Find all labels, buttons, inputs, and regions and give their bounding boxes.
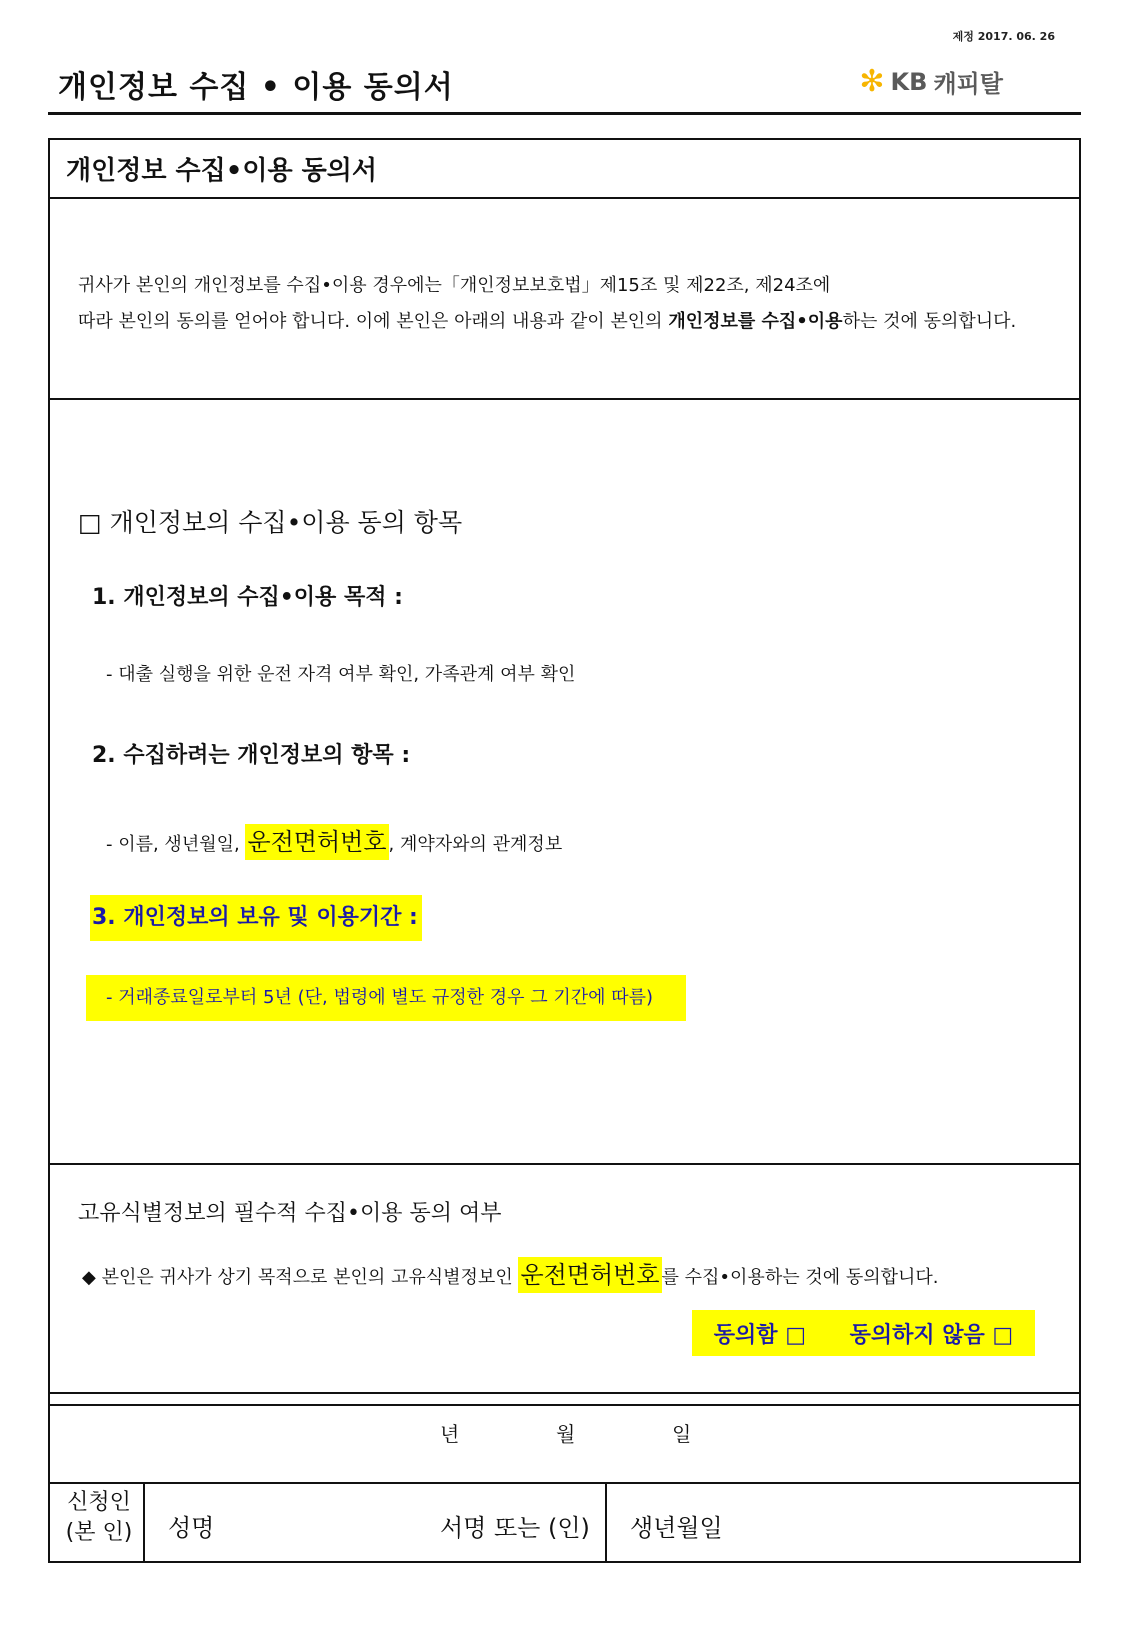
- date-year[interactable]: 년: [440, 1422, 460, 1446]
- intro-line-2: [78, 304, 1068, 340]
- intro-line-2-pre: 따라 본인의 동의를 얻어야 합니다. 이에 본인은 아래의 내용과 같이 본인의: [78, 311, 669, 332]
- consent-options: [692, 1310, 1035, 1356]
- fields-post: , 계약자와의 관계정보: [388, 834, 563, 855]
- unique-id-statement: [82, 1255, 938, 1290]
- name-field[interactable]: 성명: [168, 1514, 215, 1542]
- fields-description: [106, 822, 562, 857]
- divider-after-intro: [48, 398, 1081, 400]
- fields-pre: - 이름, 생년월일,: [106, 834, 246, 855]
- fields-highlight: 운전면허번호: [245, 824, 388, 860]
- document-title: 개인정보 수집 • 이용 동의서: [58, 70, 454, 105]
- header-divider: [48, 112, 1081, 115]
- signature-field[interactable]: 서명 또는 (인): [440, 1514, 590, 1542]
- revision-date: 제정 2017. 06. 26: [952, 30, 1055, 43]
- applicant-label-line-1: 신청인: [67, 1490, 131, 1515]
- date-row: [440, 1418, 788, 1447]
- unique-id-pre: ◆ 본인은 귀사가 상기 목적으로 본인의 고유식별정보인: [82, 1267, 519, 1288]
- divider-after-section-title: [48, 197, 1081, 199]
- intro-line-1: 귀사가 본인의 개인정보를 수집•이용 경우에는「개인정보보호법」제15조 및 제22조, 제24조에: [78, 275, 831, 296]
- date-month[interactable]: 월: [556, 1422, 576, 1446]
- retention-title: 3. 개인정보의 보유 및 이용기간 :: [90, 895, 422, 941]
- disagree-checkbox[interactable]: 동의하지 않음 □: [849, 1322, 1014, 1348]
- company-logo: [859, 64, 1003, 99]
- divider-before-applicant: [48, 1482, 1081, 1484]
- unique-id-title: 고유식별정보의 필수적 수집•이용 동의 여부: [78, 1201, 502, 1226]
- intro-line-2-bold: 개인정보를 수집•이용: [668, 311, 843, 332]
- star-icon: ✻: [859, 63, 885, 99]
- birth-col-divider: [605, 1482, 607, 1562]
- birthdate-field[interactable]: 생년월일: [630, 1514, 723, 1542]
- intro-line-2-post: 하는 것에 동의합니다.: [842, 311, 1017, 332]
- date-day[interactable]: 일: [672, 1422, 692, 1446]
- divider-after-consent: [48, 1392, 1081, 1394]
- applicant-label-line-2: (본 인): [65, 1520, 133, 1545]
- divider-before-date: [48, 1404, 1081, 1406]
- applicant-col-divider: [143, 1482, 145, 1562]
- applicant-label: [56, 1488, 142, 1548]
- intro-paragraph: [78, 268, 1068, 340]
- fields-title: 2. 수집하려는 개인정보의 항목 :: [92, 743, 411, 768]
- logo-company-name: 캐피탈: [933, 70, 1003, 98]
- retention-description: - 거래종료일로부터 5년 (단, 법령에 별도 규정한 경우 그 기간에 따름): [86, 975, 686, 1021]
- agree-checkbox[interactable]: 동의함 □: [713, 1322, 806, 1348]
- purpose-description: - 대출 실행을 위한 운전 자격 여부 확인, 가족관계 여부 확인: [106, 664, 576, 685]
- unique-id-highlight: 운전면허번호: [518, 1257, 661, 1293]
- logo-kb-text: KB: [890, 67, 928, 96]
- section-title: 개인정보 수집•이용 동의서: [66, 156, 377, 186]
- divider-after-items: [48, 1163, 1081, 1165]
- items-heading: □ 개인정보의 수집•이용 동의 항목: [78, 508, 463, 537]
- unique-id-post: 를 수집•이용하는 것에 동의합니다.: [661, 1267, 939, 1288]
- purpose-title: 1. 개인정보의 수집•이용 목적 :: [92, 585, 403, 610]
